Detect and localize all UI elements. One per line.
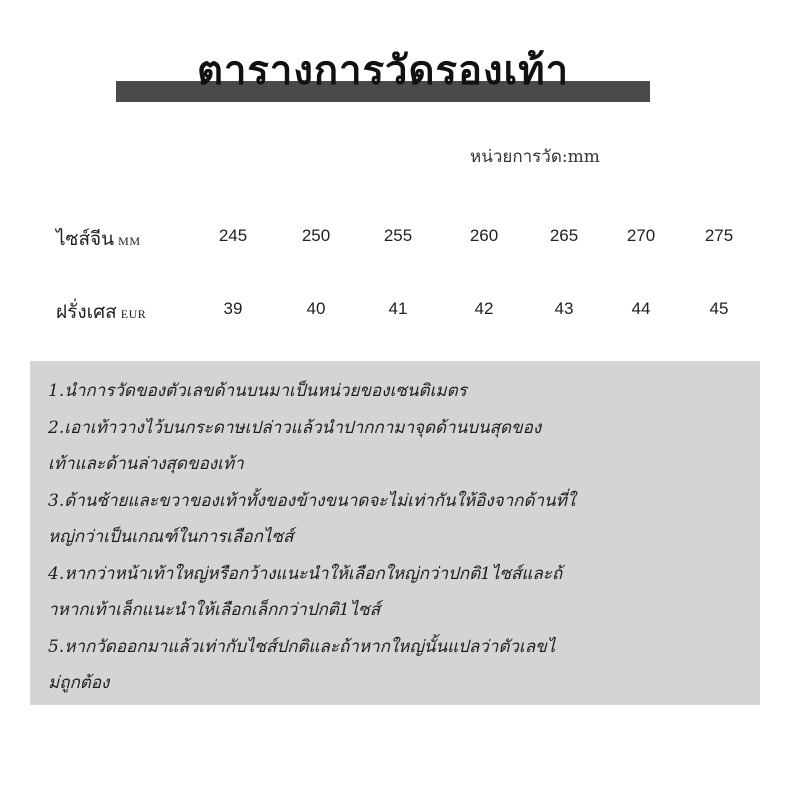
size-cell: 42 (474, 299, 494, 318)
title-block (116, 48, 650, 104)
note-line: 5.หากวัดออกมาแล้วเท่ากับไซส์ปกติและถ้าหากใหญ่นั้นแปลว่าตัวเลขไ (48, 636, 556, 657)
row-label-eur (56, 297, 146, 327)
size-row-eur (0, 297, 790, 327)
size-cell: 245 (218, 226, 248, 245)
row-unit-text: MM (118, 234, 141, 248)
size-cell: 45 (709, 299, 729, 318)
note-line: ม่ถูกต้อง (48, 673, 110, 693)
note-line: เท้าและด้านล่างสุดของเท้า (48, 454, 244, 474)
size-row-cn (0, 224, 790, 254)
note-line: าหากเท้าเล็กแนะนำให้เลือกเล็กกว่าปกติ1ไซส์ (48, 600, 381, 620)
note-line: 4.หากว่าหน้าเท้าใหญ่หรือกว้างแนะนำให้เลือกใหญ่กว่าปกติ1ไซส์และถ้ (48, 563, 563, 584)
row-unit-text: EUR (120, 307, 147, 321)
size-cell: 41 (388, 299, 408, 318)
instructions-box (30, 361, 760, 705)
size-cell: 39 (223, 299, 243, 318)
size-cell: 260 (469, 226, 499, 245)
row-label-text: ไซส์จีน (56, 228, 115, 250)
unit-note: หน่วยการวัด:mm (470, 147, 600, 167)
size-cell: 250 (301, 226, 331, 245)
note-line: 1.นำการวัดของตัวเลขด้านบนมาเป็นหน่วยของเซนติเมตร (48, 381, 467, 401)
size-cell: 40 (306, 299, 326, 318)
size-cell: 43 (554, 299, 574, 318)
size-cell: 270 (626, 226, 656, 245)
size-cell: 255 (383, 226, 413, 245)
page-title: ตารางการวัดรองเท้า (196, 48, 570, 94)
row-label-cn (56, 224, 141, 254)
note-line: หญ่กว่าเป็นเกณฑ์ในการเลือกไซส์ (48, 527, 294, 547)
note-line: 2.เอาเท้าวางไว้บนกระดาษเปล่าวแล้วนำปากกามาจุดด้านบนสุดของ (48, 417, 542, 438)
size-cell: 265 (549, 226, 579, 245)
note-line: 3.ด้านซ้ายและขวาของเท้าทั้งของข้างขนาดจะไม่เท่ากันให้อิงจากด้านที่ใ (48, 490, 576, 511)
size-cell: 44 (631, 299, 651, 318)
row-label-text: ฝรั่งเศส (56, 301, 117, 323)
size-cell: 275 (704, 226, 734, 245)
